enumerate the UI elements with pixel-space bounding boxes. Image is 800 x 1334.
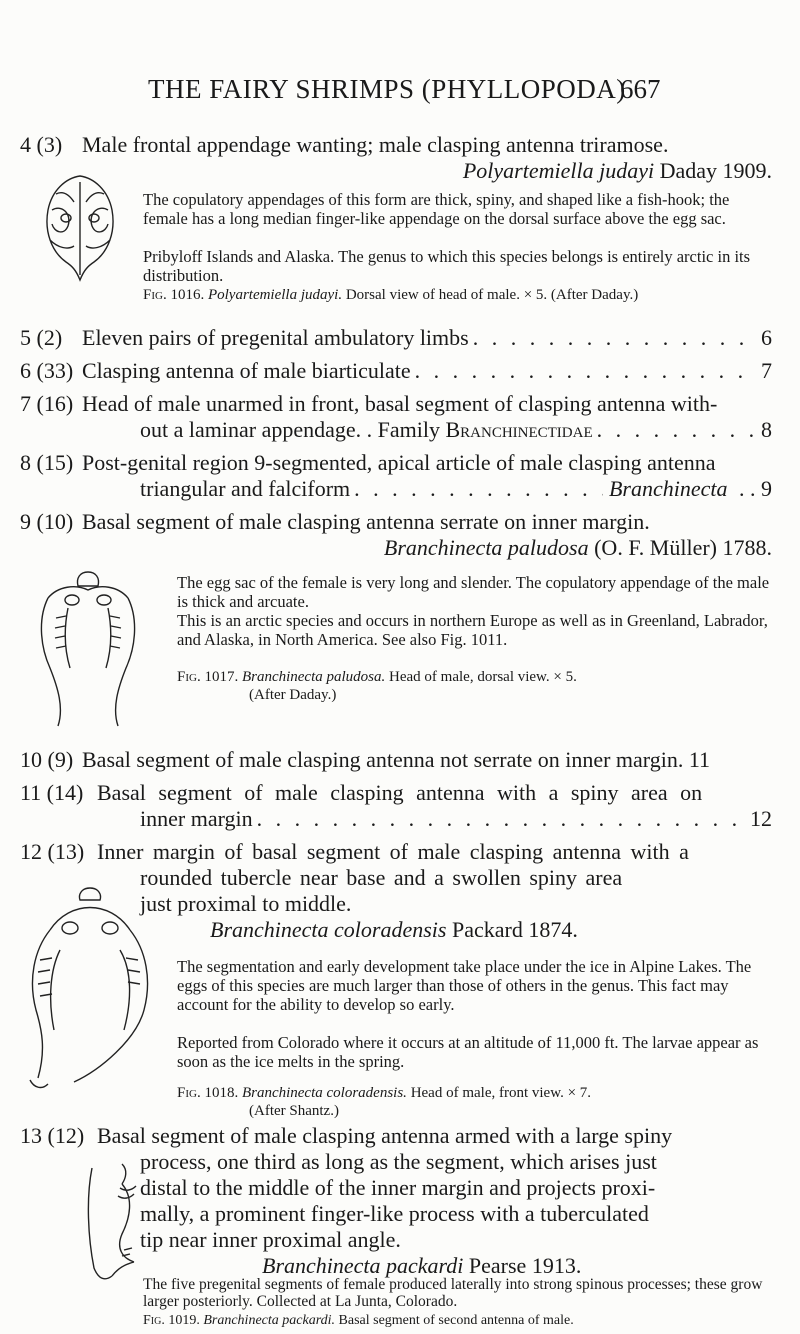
figure-caption-1019: Fig. 1019. Branchinecta packardi. Basal segment of second antenna of male. — [143, 1313, 574, 1328]
species-note: The five pregenital segments of female produced laterally into strong spinous processes; these grow larger posteriorly. Collected at La Junta, Colorado. — [143, 1276, 763, 1310]
species-note: The egg sac of the female is very long and slender. The copulatory appendage of the male is thick and arcuate. — [177, 573, 770, 611]
species-name: Polyartemiella judayi — [462, 158, 655, 183]
species-note: The segmentation and early development take place under the ice in Alpine Lakes. The eggs of this species are much larger than those of others in the genus. This fact may account for the ability to develop so early. — [177, 957, 752, 1014]
figure-1017-drawing — [28, 568, 148, 733]
species-note: The copulatory appendages of this form are thick, spiny, and shaped like a fish-hook; the female has a long median finger-like appendage on the dorsal surface above the egg sac. — [143, 190, 730, 228]
figure-1019-drawing — [82, 1158, 152, 1288]
running-header — [0, 74, 800, 114]
page-number: 667 — [620, 74, 661, 104]
figure-1016-drawing — [38, 170, 123, 285]
figure-caption-1016: Fig. 1016. Polyartemiella judayi. Dorsal view of head of male. × 5. (After Daday.) — [143, 287, 639, 303]
figure-caption-1018: Fig. 1018. Branchinecta coloradensis. Head of male, front view. × 7. (After Shantz.) — [177, 1085, 592, 1119]
couplet-number: 4 (3) — [20, 132, 63, 157]
figure-1018-drawing — [20, 880, 160, 1095]
distribution-note: Pribyloff Islands and Alaska. The genus to which this species belongs is entirely arctic in its distribution. — [143, 247, 751, 285]
species-authority: Daday 1909. — [659, 158, 772, 183]
running-title: THE FAIRY SHRIMPS (PHYLLOPODA) — [148, 74, 626, 104]
distribution-note: Reported from Colorado where it occurs at an altitude of 11,000 ft. The larvae appear as soon as the ice melts in the spring. — [177, 1033, 759, 1071]
figure-caption-1017: Fig. 1017. Branchinecta paludosa. Head of male, dorsal view. × 5. (After Daday.) — [177, 669, 577, 703]
distribution-note: This is an arctic species and occurs in northern Europe as well as in Greenland, Labrador, and Alaska, in North America. See also Fig. 1011. — [177, 611, 768, 649]
couplet-text: Male frontal appendage wanting; male clasping antenna triramose. — [82, 132, 669, 157]
